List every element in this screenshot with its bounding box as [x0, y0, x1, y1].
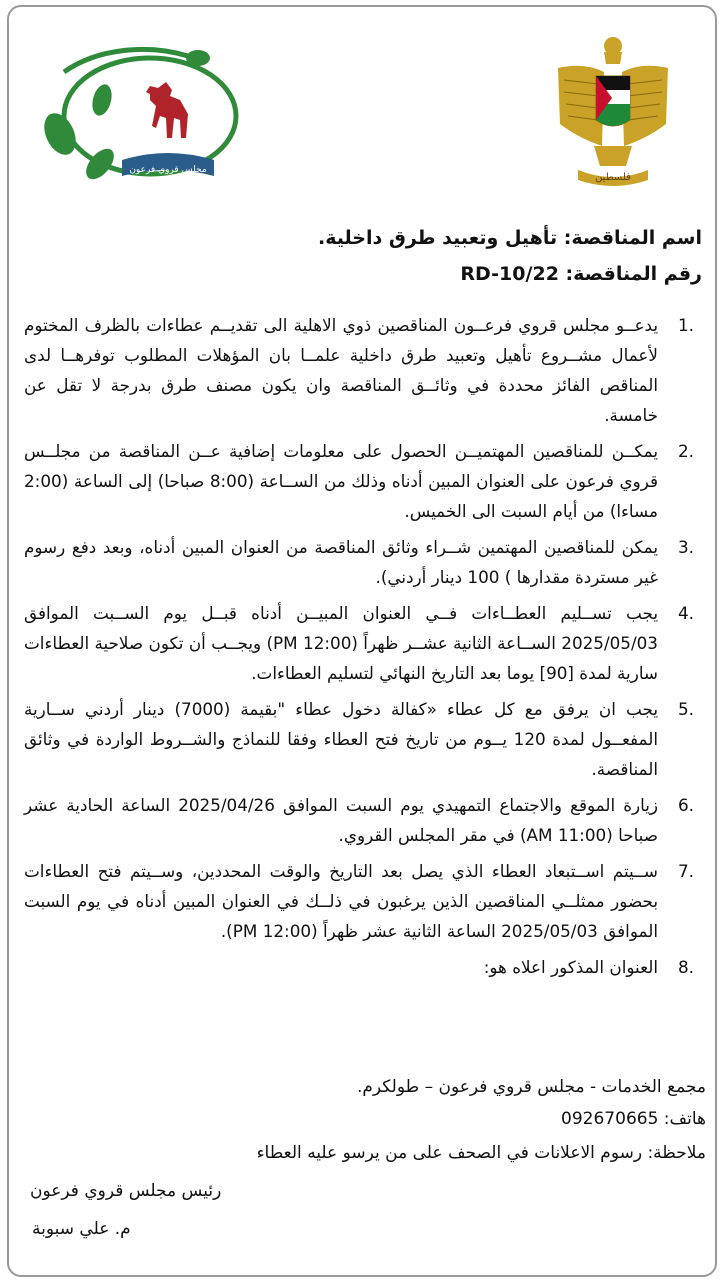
list-item: [24, 856, 702, 946]
phone-label: هاتف:: [663, 1109, 706, 1129]
item-text: يمكــن للمناقصين المهتميــن الحصول على معلومات إضافية عــن المناقصة من مجلــس قروي فرعون على العنوان المبين أدناه وذلك من الســاعة (8:00 صباحا) إلى الساعة (2:00 مساءا) من أيام السبت الى الخميس.: [24, 441, 658, 521]
item-text: يدعــو مجلس قروي فرعــون المناقصين ذوي الاهلية الى تقديــم عطاءات بالظرف المختوم لأعمال مشــروع تأهيل وتعبيد طرق داخلية علمــا بان المؤهلات المطلوب توفرهــا لدى المناقص الفائز محددة في وثائــق المناقصة وان يكون مصنف طرق بدرجة لا تقل عن خامسة.: [24, 315, 658, 425]
list-item: [24, 952, 702, 982]
palestine-emblem: [554, 28, 672, 188]
item-text: ســيتم اســتبعاد العطاء الذي يصل بعد التاريخ والوقت المحددين، وســيتم فتح العطاءات بحضور ممثلــي المناقصين الذين يرغبون في ذلــك في العنوان المبين أدناه في يوم السبت الموافق 2025/05/03 الساعة الثانية عشر ظهراً (12:00 PM).: [24, 861, 658, 941]
item-text: يجب ان يرفق مع كل عطاء «كفالة دخول عطاء "بقيمة (7000) دينار أردني ســارية المفعــول لمدة 120 يــوم من تاريخ فتح العطاء وفقا للنماذج والشــروط الواردة في وثائق المناقصة.: [24, 699, 659, 779]
leaf-icon: [186, 50, 210, 66]
phone-line: [561, 1106, 706, 1132]
tender-number: رقم المناقصة: 22/RD-10: [460, 263, 702, 285]
item-number: 1.: [677, 315, 694, 335]
address-line: مجمع الخدمات - مجلس قروي فرعون – طولكرم.: [356, 1077, 706, 1097]
list-item: [24, 598, 702, 688]
item-text: زيارة الموقع والاجتماع التمهيدي يوم السبت الموافق 2025/04/26 الساعة الحادية عشر صباحا (11:00 AM) في مقر المجلس القروي.: [24, 795, 659, 845]
note-line: ملاحظة: رسوم الاعلانات في الصحف على من يرسو عليه العطاء: [256, 1143, 706, 1163]
list-item: [24, 532, 702, 592]
item-text: العنوان المذكور اعلاه هو:: [483, 957, 658, 977]
list-item: [24, 310, 702, 430]
item-text: يجب تســليم العطــاءات فــي العنوان المبيــن أدناه قبــل يوم الســبت الموافق 2025/05/03 الســاعة الثانية عشــر ظهراً (12:00 PM) ويجــب أن تكون صلاحية العطاءات سارية لمدة [90] يوما بعد التاريخ النهائي لتسليم العطاءات.: [24, 603, 658, 683]
list-item: [24, 694, 702, 784]
flag-shield: [596, 76, 630, 126]
list-item: [24, 436, 702, 526]
council-logo: [38, 42, 246, 186]
council-logo-text: مجلس قروي فرعون: [129, 165, 207, 175]
item-number: 5.: [677, 699, 694, 719]
emblem-text: فلسطين: [595, 172, 631, 183]
list-item: [24, 790, 702, 850]
item-number: 4.: [677, 603, 694, 623]
item-number: 7.: [677, 861, 694, 881]
item-number: 3.: [677, 537, 694, 557]
item-number: 8.: [677, 957, 694, 977]
tender-name: اسم المناقصة: تأهيل وتعبيد طرق داخلية.: [318, 227, 702, 249]
item-number: 2.: [677, 441, 694, 461]
signature-name: م. علي سبوبة: [32, 1219, 131, 1239]
item-number: 6.: [677, 795, 694, 815]
item-text: يمكن للمناقصين المهتمين شــراء وثائق المناقصة من العنوان المبين أدناه، وبعد دفع رسوم غير مستردة مقدارها ) 100 دينار أردني).: [24, 537, 658, 587]
conditions-list: [24, 310, 702, 988]
signature-title: رئيس مجلس قروي فرعون: [30, 1181, 222, 1201]
phone-value: 092670665: [561, 1109, 659, 1129]
